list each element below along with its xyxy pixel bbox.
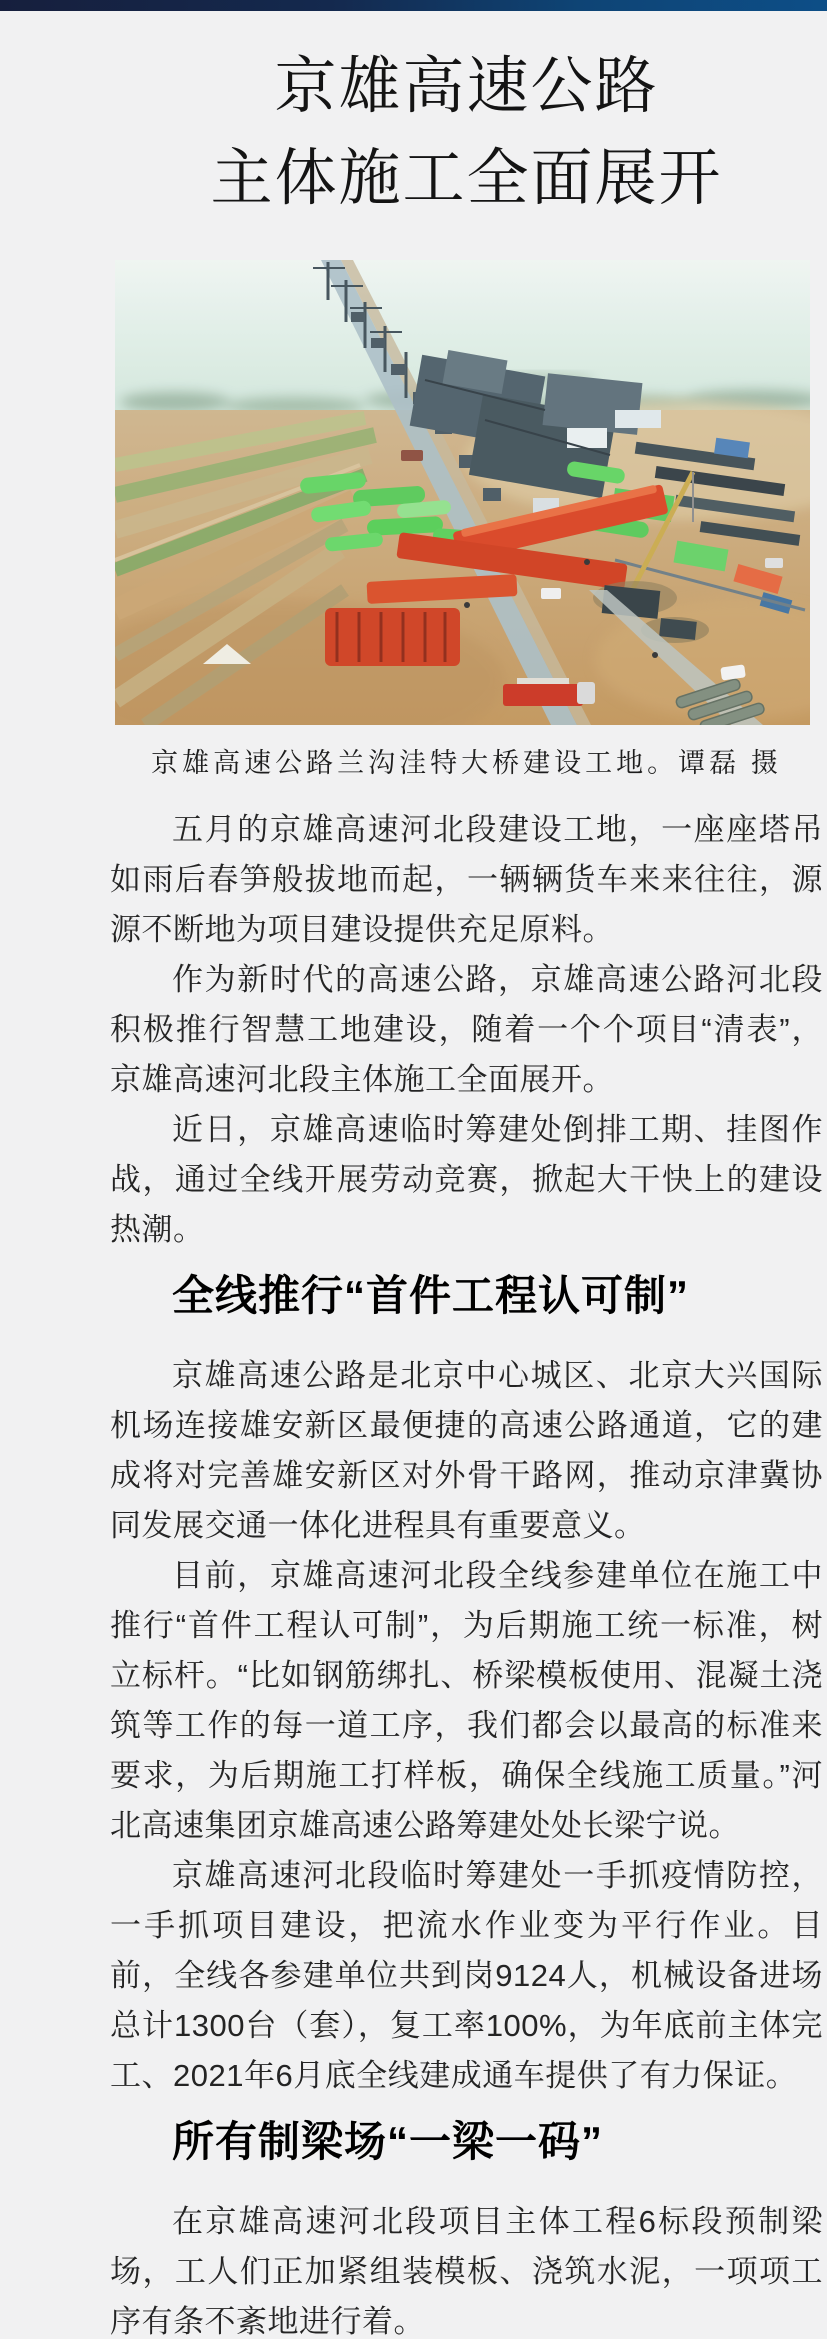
- paragraph-s1-1: 京雄高速公路是北京中心城区、北京大兴国际机场连接雄安新区最便捷的高速公路通道，它的建成将对完善雄安新区对外骨干路网，推动京津冀协同发展交通一体化进程具有重要意义。: [110, 1358, 823, 1543]
- paragraph-intro-1: 五月的京雄高速河北段建设工地，一座座塔吊如雨后春笋般拔地而起，一辆辆货车来来往往，源源不断地为项目建设提供充足原料。: [110, 812, 823, 947]
- paragraph-intro-2: 作为新时代的高速公路，京雄高速公路河北段积极推行智慧工地建设，随着一个个项目“清表”，京雄高速河北段主体施工全面展开。: [110, 962, 823, 1097]
- paragraph-s2-1: 在京雄高速河北段项目主体工程6标段预制梁场，工人们正加紧组装模板、浇筑水泥，一项项工序有条不紊地进行着。: [110, 2204, 823, 2339]
- paragraph-s1-2: 目前，京雄高速河北段全线参建单位在施工中推行“首件工程认可制”，为后期施工统一标准，树立标杆。“比如钢筋绑扎、桥梁模板使用、混凝土浇筑等工作的每一道工序，我们都会以最高的标准来要求，为后期施工打样板，确保全线施工质量。”河北高速集团京雄高速公路筹建处处长梁宁说。: [110, 1558, 823, 1843]
- top-accent-bar: [0, 0, 827, 11]
- section-heading-1: 全线推行“首件工程认可制”: [172, 1272, 690, 1319]
- paragraph-s1-3: 京雄高速河北段临时筹建处一手抓疫情防控，一手抓项目建设，把流水作业变为平行作业。目前，全线各参建单位共到岗9124人，机械设备进场总计1300台（套），复工率100%，为年底前主体完工、2021年6月底全线建成通车提供了有力保证。: [110, 1858, 823, 2093]
- paragraph-intro-3: 近日，京雄高速临时筹建处倒排工期、挂图作战，通过全线开展劳动竞赛，掀起大干快上的建设热潮。: [110, 1112, 823, 1247]
- article-content: [110, 41, 823, 2339]
- article-title-line2: 主体施工全面展开: [210, 145, 723, 213]
- article-title-line1: 京雄高速公路: [274, 53, 659, 121]
- article-title: [110, 41, 823, 225]
- photo-caption: 京雄高速公路兰沟洼特大桥建设工地。谭磊 摄: [151, 748, 782, 778]
- section-heading-2: 所有制梁场“一梁一码”: [172, 2118, 604, 2165]
- article-body: [110, 805, 823, 2339]
- article-photo: [115, 260, 810, 725]
